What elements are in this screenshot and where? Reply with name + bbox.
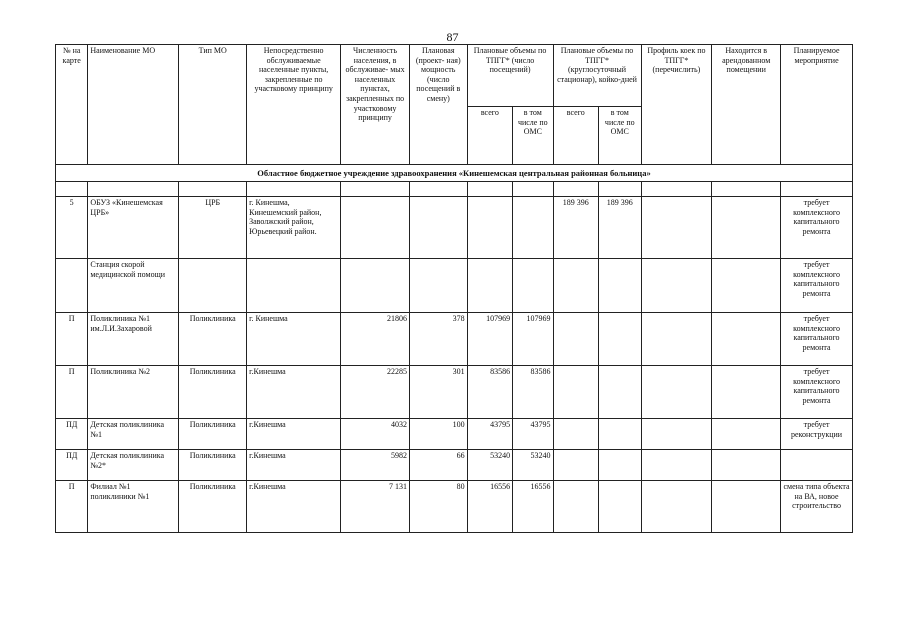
cell-settlements: г.Кинешма (247, 366, 341, 419)
cell-map-no: П (56, 481, 88, 533)
cell-settlements (247, 259, 341, 313)
cell-planned: требует комплексного капитального ремонта (781, 197, 853, 259)
cell-capacity: 80 (409, 481, 467, 533)
cell-visits-total: 53240 (467, 450, 513, 481)
cell-planned (781, 450, 853, 481)
cell-planned: требует комплексного капитального ремонта (781, 366, 853, 419)
cell-mo-type (179, 259, 247, 313)
cell-beddays-oms (599, 366, 641, 419)
cell-mo-type: Поликлиника (179, 366, 247, 419)
cell-beddays-total (553, 313, 599, 366)
header-visits-oms: в том числе по ОМС (513, 107, 553, 165)
cell-map-no (56, 259, 88, 313)
cell-visits-total (467, 197, 513, 259)
cell-planned: смена типа объекта на ВА, новое строительство (781, 481, 853, 533)
cell-visits-total: 43795 (467, 419, 513, 450)
cell-population (341, 259, 410, 313)
cell-beddays-oms (599, 313, 641, 366)
table-row (56, 313, 853, 366)
cell-map-no: ПД (56, 419, 88, 450)
cell-mo-name: Детская поликлиника №2* (88, 450, 179, 481)
cell-map-no: П (56, 366, 88, 419)
header-capacity: Плановая (проект- ная) мощность (число посещений в смену) (409, 45, 467, 165)
cell-beddays-total (553, 366, 599, 419)
cell-beddays-total (553, 481, 599, 533)
cell-mo-name: Поликлиника №2 (88, 366, 179, 419)
cell-rented (712, 259, 781, 313)
cell-capacity: 66 (409, 450, 467, 481)
empty-row (56, 182, 853, 197)
cell-capacity: 378 (409, 313, 467, 366)
cell-planned: требует комплексного капитального ремонта (781, 259, 853, 313)
cell-mo-type: Поликлиника (179, 313, 247, 366)
header-rented: Находится в арендованном помещении (712, 45, 781, 165)
cell-rented (712, 450, 781, 481)
cell-mo-type: Поликлиника (179, 450, 247, 481)
cell-bed-profile (641, 419, 712, 450)
cell-beddays-oms: 189 396 (599, 197, 641, 259)
header-beddays-total: всего (553, 107, 599, 165)
table-row (56, 450, 853, 481)
cell-visits-total (467, 259, 513, 313)
cell-mo-name: Филиал №1 поликлиники №1 (88, 481, 179, 533)
cell-visits-oms: 107969 (513, 313, 553, 366)
cell-beddays-total (553, 450, 599, 481)
cell-planned: требует реконструкции (781, 419, 853, 450)
cell-visits-oms: 16556 (513, 481, 553, 533)
page-number: 87 (446, 30, 459, 44)
cell-planned: требует комплексного капитального ремонта (781, 313, 853, 366)
cell-bed-profile (641, 197, 712, 259)
cell-map-no: ПД (56, 450, 88, 481)
section-title: Областное бюджетное учреждение здравоохранения «Кинешемская центральная районная больница» (56, 165, 853, 182)
cell-map-no: 5 (56, 197, 88, 259)
cell-mo-type: Поликлиника (179, 419, 247, 450)
header-beddays-group: Плановые объемы по ТПГГ* (круглосуточный стационар), койко-дней (553, 45, 641, 107)
cell-bed-profile (641, 366, 712, 419)
cell-bed-profile (641, 481, 712, 533)
header-beddays-oms: в том числе по ОМС (599, 107, 641, 165)
cell-population: 4032 (341, 419, 410, 450)
table-row (56, 197, 853, 259)
cell-beddays-oms (599, 481, 641, 533)
cell-bed-profile (641, 259, 712, 313)
cell-visits-oms: 53240 (513, 450, 553, 481)
section-row (56, 165, 853, 182)
header-visits-group: Плановые объемы по ТПГГ* (число посещений) (467, 45, 553, 107)
header-map-no: № на карте (56, 45, 88, 165)
cell-population: 21806 (341, 313, 410, 366)
facilities-table (55, 44, 853, 533)
cell-visits-oms: 83586 (513, 366, 553, 419)
cell-population: 5982 (341, 450, 410, 481)
cell-settlements: г.Кинешма (247, 419, 341, 450)
table-header (56, 45, 853, 165)
table-row (56, 481, 853, 533)
table-row (56, 419, 853, 450)
cell-mo-name: Поликлиника №1 им.Л.И.Захаровой (88, 313, 179, 366)
cell-rented (712, 419, 781, 450)
header-visits-total: всего (467, 107, 513, 165)
cell-mo-name: Станция скорой медицинской помощи (88, 259, 179, 313)
cell-population (341, 197, 410, 259)
cell-rented (712, 366, 781, 419)
cell-rented (712, 313, 781, 366)
cell-beddays-total: 189 396 (553, 197, 599, 259)
cell-population: 7 131 (341, 481, 410, 533)
cell-settlements: г. Кинешма, Кинешемский район, Заволжский район, Юрьевецкий район. (247, 197, 341, 259)
cell-map-no: П (56, 313, 88, 366)
cell-mo-name: Детская поликлиника №1 (88, 419, 179, 450)
cell-mo-type: ЦРБ (179, 197, 247, 259)
header-population: Численность населения, в обслуживае- мых населенных пунктах, закрепленных по участковому принципу (341, 45, 410, 165)
cell-visits-total: 83586 (467, 366, 513, 419)
header-mo-type: Тип МО (179, 45, 247, 165)
cell-capacity (409, 197, 467, 259)
header-planned: Планируемое мероприятие (781, 45, 853, 165)
cell-rented (712, 481, 781, 533)
cell-mo-name: ОБУЗ «Кинешемская ЦРБ» (88, 197, 179, 259)
cell-settlements: г. Кинешма (247, 313, 341, 366)
header-bed-profile: Профиль коек по ТПГГ* (перечислить) (641, 45, 712, 165)
header-settlements: Непосредственно обслуживаемые населенные пункты, закрепленные по участковому принципу (247, 45, 341, 165)
cell-beddays-oms (599, 419, 641, 450)
cell-bed-profile (641, 450, 712, 481)
cell-settlements: г.Кинешма (247, 481, 341, 533)
cell-visits-total: 107969 (467, 313, 513, 366)
cell-beddays-oms (599, 450, 641, 481)
table-row (56, 366, 853, 419)
cell-settlements: г.Кинешма (247, 450, 341, 481)
cell-beddays-total (553, 419, 599, 450)
cell-rented (712, 197, 781, 259)
cell-capacity: 301 (409, 366, 467, 419)
cell-population: 22285 (341, 366, 410, 419)
header-mo-name: Наименование МО (88, 45, 179, 165)
cell-visits-oms: 43795 (513, 419, 553, 450)
cell-beddays-oms (599, 259, 641, 313)
cell-mo-type: Поликлиника (179, 481, 247, 533)
cell-visits-oms (513, 259, 553, 313)
cell-visits-oms (513, 197, 553, 259)
cell-visits-total: 16556 (467, 481, 513, 533)
table-row (56, 259, 853, 313)
cell-capacity (409, 259, 467, 313)
cell-capacity: 100 (409, 419, 467, 450)
cell-beddays-total (553, 259, 599, 313)
cell-bed-profile (641, 313, 712, 366)
